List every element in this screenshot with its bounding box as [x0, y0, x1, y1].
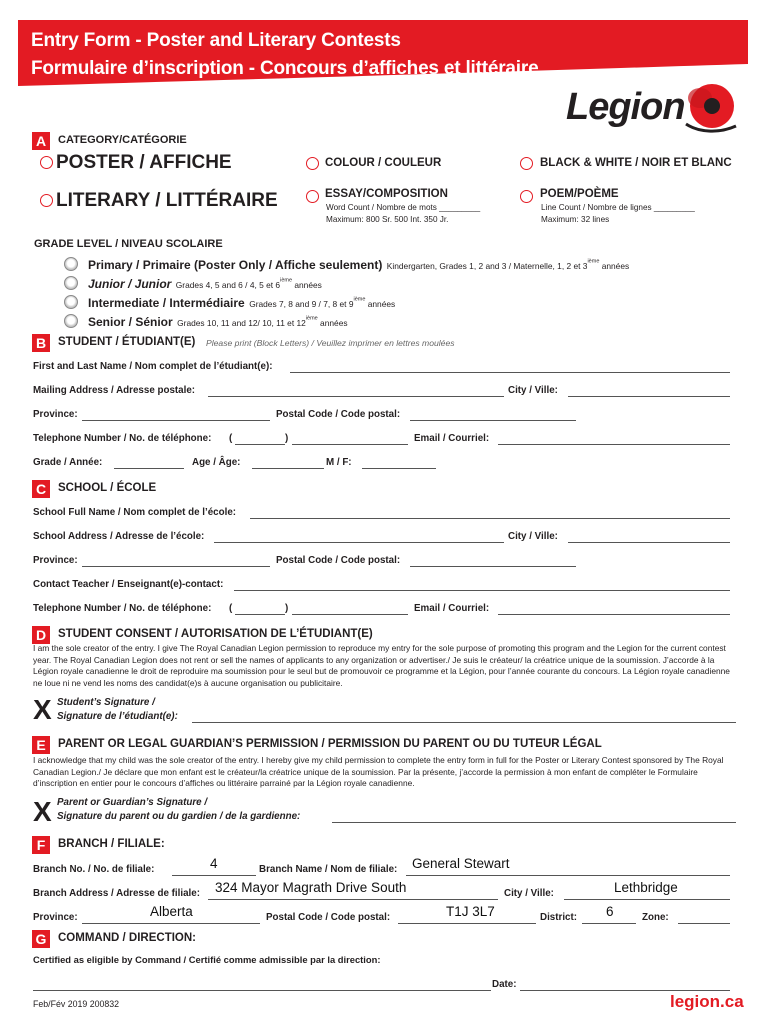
school-city-label: City / Ville: [508, 531, 558, 542]
grade-junior-sup: ième [280, 277, 293, 284]
district-label: District: [540, 912, 578, 923]
school-postal-label: Postal Code / Code postal: [276, 555, 401, 566]
section-b-title: STUDENT / ÉTUDIANT(E) [58, 336, 196, 348]
parent-signature-label-fr: Signature du parent ou du gardien / de la gardienne: [57, 811, 301, 822]
grade-junior-row [88, 275, 322, 293]
student-name-field[interactable] [290, 372, 730, 373]
school-phone-area-field[interactable] [235, 614, 285, 615]
student-phone-paren-open: ( [229, 433, 233, 444]
grade-junior-radio[interactable] [64, 276, 78, 290]
section-e-title: PARENT OR LEGAL GUARDIAN’S PERMISSION / PERMISSION DU PARENT OU DU TUTEUR LÉGAL [58, 738, 602, 750]
parent-signature-label-en: Parent or Guardian’s Signature / [57, 797, 208, 808]
legion-logo-text: Legion [566, 86, 685, 128]
poem-label: POEM/POÈME [540, 188, 619, 200]
branch-postal-field[interactable] [398, 923, 536, 924]
grade-senior-sub-post: années [317, 318, 348, 328]
school-name-field[interactable] [250, 518, 730, 519]
student-signature-label-fr: Signature de l’étudiant(e): [57, 711, 178, 722]
branch-province-field[interactable] [82, 923, 260, 924]
mf-label: M / F: [326, 457, 352, 468]
branch-no-field[interactable] [172, 875, 256, 876]
grade-primary-row [88, 256, 629, 274]
age-field[interactable] [252, 468, 324, 469]
section-b-badge: B [32, 334, 50, 352]
branch-name-label: Branch Name / Nom de filiale: [259, 864, 398, 875]
grade-intermediate-radio[interactable] [64, 295, 78, 309]
school-phone-paren-close: ) [285, 603, 289, 614]
literary-label: LITERARY / LITTÉRAIRE [56, 190, 278, 211]
branch-postal-label: Postal Code / Code postal: [266, 912, 391, 923]
student-email-label: Email / Courriel: [414, 433, 490, 444]
poppy-logo-icon [678, 80, 742, 136]
school-province-label: Province: [33, 555, 78, 566]
branch-name-value: General Stewart [412, 856, 510, 871]
poem-radio[interactable] [520, 190, 533, 203]
student-consent-text: I am the sole creator of the entry. I give The Royal Canadian Legion permission to reproduce my entry for the sole purpose of promoting this program and the Legion for the current contest year. The Royal Canadian Legion does not rent or sell the names of applicants to any organization or advertiser./ Je suis le créateur/ la créatrice unique de la soumission. J’accorde à la Légion royale canadienne le droit de reproduire ma soumission pour le seul but de promouvoir ce programme et la Légion, pour l’année courante du concours. La Légion royale canadienne ne loue ni ne vend les noms des candidat(e)s à aucune organisation ou publicitaire. [33, 643, 730, 688]
branch-name-field[interactable] [406, 875, 730, 876]
school-name-label: School Full Name / Nom complet de l’école: [33, 507, 237, 518]
grade-senior-row [88, 313, 348, 331]
school-postal-field[interactable] [410, 566, 576, 567]
grade-primary-sub: Kindergarten, Grades 1, 2 and 3 / Maternelle, 1, 2 et 3 [386, 261, 588, 271]
grade-junior-sub-post: années [292, 280, 322, 290]
grade-junior-sub: Grades 4, 5 and 6 / 4, 5 et 6 [175, 280, 281, 290]
contact-teacher-label: Contact Teacher / Enseignant(e)-contact: [33, 579, 224, 590]
colour-label: COLOUR / COULEUR [325, 157, 442, 169]
school-email-field[interactable] [498, 614, 730, 615]
district-field[interactable] [582, 923, 636, 924]
bw-label: BLACK & WHITE / NOIR ET BLANC [540, 157, 732, 169]
mailing-address-label: Mailing Address / Adresse postale: [33, 385, 196, 396]
essay-maximum: Maximum: 800 Sr. 500 Int. 350 Jr. [326, 215, 449, 224]
parent-signature-x: X [33, 796, 52, 827]
bw-radio[interactable] [520, 157, 533, 170]
school-email-label: Email / Courriel: [414, 603, 490, 614]
branch-city-label: City / Ville: [504, 888, 554, 899]
section-g-badge: G [32, 930, 50, 948]
form-title-fr: Formulaire d’inscription - Concours d’affiches et littéraire [31, 58, 539, 79]
student-phone-paren-close: ) [285, 433, 289, 444]
branch-province-label: Province: [33, 912, 78, 923]
school-address-label: School Address / Adresse de l’école: [33, 531, 205, 542]
poster-label: POSTER / AFFICHE [56, 152, 232, 173]
student-phone-area-field[interactable] [235, 444, 285, 445]
grade-level-title: GRADE LEVEL / NIVEAU SCOLAIRE [34, 238, 223, 250]
footer-form-code: Feb/Fév 2019 200832 [33, 999, 120, 1009]
grade-field[interactable] [114, 468, 184, 469]
poem-line-count: Line Count / Nombre de lignes _________ [541, 203, 695, 212]
school-address-field[interactable] [214, 542, 504, 543]
grade-intermediate-label: Intermediate / Intermédiaire [88, 296, 245, 310]
section-g-title: COMMAND / DIRECTION: [58, 932, 196, 944]
section-a-title: CATEGORY/CATÉGORIE [58, 134, 187, 146]
student-postal-label: Postal Code / Code postal: [276, 409, 401, 420]
command-certified-label: Certified as eligible by Command / Certifié comme admissible par la direction: [33, 954, 381, 965]
zone-label: Zone: [642, 912, 669, 923]
branch-postal-value: T1J 3L7 [446, 904, 495, 919]
section-c-title: SCHOOL / ÉCOLE [58, 482, 157, 494]
zone-field[interactable] [678, 923, 730, 924]
student-postal-field[interactable] [410, 420, 576, 421]
grade-junior-label: Junior / Junior [88, 277, 172, 291]
branch-no-value: 4 [210, 856, 218, 871]
student-email-field[interactable] [498, 444, 730, 445]
section-a-badge: A [32, 132, 50, 150]
grade-primary-label: Primary / Primaire (Poster Only / Affiche seulement) [88, 258, 383, 272]
student-city-field[interactable] [568, 396, 730, 397]
grade-intermediate-sub: Grades 7, 8 and 9 / 7, 8 et 9 [249, 299, 354, 309]
branch-no-label: Branch No. / No. de filiale: [33, 864, 155, 875]
school-phone-field[interactable] [292, 614, 408, 615]
form-title-en: Entry Form - Poster and Literary Contests [31, 30, 401, 51]
student-signature-label-en: Student’s Signature / [57, 697, 155, 708]
student-city-label: City / Ville: [508, 385, 558, 396]
mf-field[interactable] [362, 468, 436, 469]
student-name-label: First and Last Name / Nom complet de l’étudiant(e): [33, 361, 273, 372]
essay-radio[interactable] [306, 190, 319, 203]
footer-website: legion.ca [670, 992, 744, 1011]
grade-label: Grade / Année: [33, 457, 103, 468]
school-phone-paren-open: ( [229, 603, 233, 614]
student-signature-x: X [33, 694, 52, 725]
parent-permission-text: I acknowledge that my child was the sole creator of the entry. I hereby give my child permission to complete the entry form in full for the Poster or Literary Contest sponsored by The Royal Canadian Legion./ Je déclare que mon enfant est le créateur/la créatrice unique de la soumission. Par la présente, j’accorde la permission à mon enfant de compléter le Formulaire d’inscription en entier pour le concours d’affiches ou littéraire parrainé par la Légion royale canadienne. [33, 755, 724, 788]
branch-address-label: Branch Address / Adresse de filiale: [33, 888, 200, 899]
district-value: 6 [606, 904, 614, 919]
branch-address-field[interactable] [208, 899, 498, 900]
parent-signature-field[interactable] [332, 822, 736, 823]
section-c-badge: C [32, 480, 50, 498]
age-label: Age / Âge: [192, 457, 241, 468]
grade-intermediate-row [88, 294, 395, 312]
grade-primary-sub-post: années [599, 261, 630, 271]
section-f-title: BRANCH / FILIALE: [58, 838, 165, 850]
grade-intermediate-sup: ième [353, 296, 366, 303]
grade-senior-label: Senior / Sénior [88, 315, 173, 329]
command-signature-field[interactable] [33, 990, 491, 991]
school-city-field[interactable] [568, 542, 730, 543]
block-letters-hint: Please print (Block Letters) / Veuillez imprimer en lettres moulées [206, 338, 455, 348]
poem-maximum: Maximum: 32 lines [541, 215, 610, 224]
student-province-label: Province: [33, 409, 78, 420]
literary-radio[interactable] [40, 194, 53, 207]
grade-senior-radio[interactable] [64, 314, 78, 328]
school-phone-label: Telephone Number / No. de téléphone: [33, 603, 212, 614]
section-d-title: STUDENT CONSENT / AUTORISATION DE L’ÉTUDIANT(E) [58, 628, 373, 640]
grade-intermediate-sub-post: années [365, 299, 396, 309]
contact-teacher-field[interactable] [234, 590, 730, 591]
branch-city-value: Lethbridge [614, 880, 678, 895]
student-phone-label: Telephone Number / No. de téléphone: [33, 433, 212, 444]
mailing-address-field[interactable] [208, 396, 504, 397]
grade-senior-sub: Grades 10, 11 and 12/ 10, 11 et 12 [177, 318, 306, 328]
essay-label: ESSAY/COMPOSITION [325, 188, 448, 200]
branch-city-field[interactable] [564, 899, 730, 900]
student-phone-field[interactable] [292, 444, 408, 445]
section-f-badge: F [32, 836, 50, 854]
grade-primary-radio[interactable] [64, 257, 78, 271]
student-province-field[interactable] [82, 420, 270, 421]
student-signature-field[interactable] [192, 722, 736, 723]
command-date-label: Date: [492, 979, 517, 990]
school-province-field[interactable] [82, 566, 270, 567]
colour-radio[interactable] [306, 157, 319, 170]
grade-primary-sup: ième [587, 258, 600, 265]
essay-word-count: Word Count / Nombre de mots _________ [326, 203, 481, 212]
branch-province-value: Alberta [150, 904, 193, 919]
poster-radio[interactable] [40, 156, 53, 169]
header-banner [0, 0, 770, 96]
section-e-badge: E [32, 736, 50, 754]
section-d-badge: D [32, 626, 50, 644]
branch-address-value: 324 Mayor Magrath Drive South [215, 880, 407, 895]
command-date-field[interactable] [520, 990, 730, 991]
grade-senior-sup: ième [305, 315, 318, 322]
